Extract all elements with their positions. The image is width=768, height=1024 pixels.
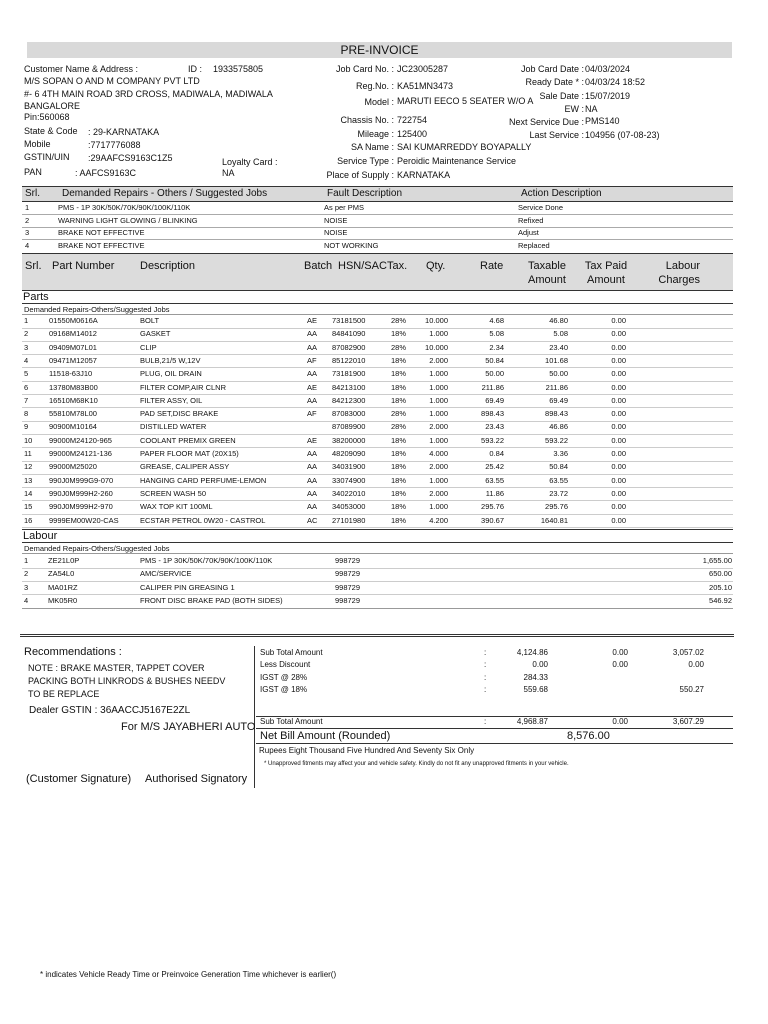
part-srl: 5	[24, 369, 29, 379]
part-srl: 11	[24, 449, 32, 458]
part-srl: 3	[24, 342, 29, 352]
part-description: BOLT	[140, 316, 160, 325]
labour-hsn: 998729	[335, 556, 361, 565]
pan-label: PAN	[24, 167, 42, 177]
for-dealer: For M/S JAYABHERI AUTO	[121, 721, 256, 733]
part-taxpaid: 0.00	[611, 316, 626, 325]
tax-paid-header-1: Tax Paid	[584, 260, 628, 272]
summary-label: IGST @ 28%	[260, 672, 308, 682]
part-tax: 18%	[391, 355, 407, 365]
part-rate: 63.55	[485, 475, 504, 485]
subtotal2-labour: 3,607.29	[672, 717, 704, 726]
part-taxable: 295.76	[545, 502, 568, 512]
part-hsn: 87083000	[332, 409, 366, 419]
demanded-row-fault: NOISE	[324, 228, 348, 237]
part-description: COOLANT PREMIX GREEN	[140, 435, 236, 445]
sa-value: SAI KUMARREDDY BOYAPALLY	[397, 142, 532, 152]
part-tax: 18%	[391, 369, 407, 379]
summary-taxable: 4,124.86	[516, 648, 548, 657]
summary-labour: 0.00	[688, 660, 704, 670]
part-taxpaid: 0.00	[611, 422, 626, 432]
part-rate: 593.22	[481, 435, 504, 445]
reg-value: KA51MN3473	[397, 81, 454, 91]
part-srl: 16	[24, 515, 33, 525]
customer-address-line2: BANGALORE	[24, 101, 81, 111]
part-batch: AE	[307, 382, 318, 392]
part-hsn: 87082900	[332, 342, 366, 352]
part-rate: 4.68	[489, 316, 504, 325]
next-service-label: Next Service Due :	[508, 117, 584, 127]
part-tax: 18%	[391, 449, 407, 458]
part-srl: 9	[24, 422, 29, 432]
part-description: HANGING CARD PERFUME-LEMON	[140, 475, 267, 485]
part-srl: 8	[24, 409, 29, 419]
part-rate: 11.86	[485, 488, 504, 498]
part-qty: 10.000	[425, 316, 448, 325]
part-taxpaid: 0.00	[611, 502, 626, 512]
part-batch: AF	[307, 409, 317, 419]
part-taxable: 3.36	[553, 449, 568, 458]
summary-labour: 3,057.02	[672, 648, 704, 657]
service-type-value: Peroidic Maintenance Service	[397, 156, 517, 166]
description-header: Description	[140, 260, 196, 272]
last-service-value: 104956 (07-08-23)	[585, 130, 660, 140]
part-taxpaid: 0.00	[611, 355, 626, 365]
demanded-row-srl: 1	[25, 203, 30, 212]
part-srl: 10	[24, 435, 33, 445]
part-qty: 1.000	[429, 329, 448, 339]
batch-header: Batch	[304, 260, 333, 272]
labour-hsn: 998729	[335, 582, 361, 592]
part-hsn: 38200000	[332, 435, 366, 445]
part-batch: AA	[307, 449, 318, 458]
demanded-row-job: PMS - 1P 30K/50K/70K/90K/100K/110K	[58, 203, 191, 212]
part-batch: AF	[307, 355, 317, 365]
part-qty: 1.000	[429, 409, 448, 419]
page-title: PRE-INVOICE	[27, 42, 732, 58]
part-number: 09471M12057	[49, 355, 97, 365]
summary-label: Sub Total Amount	[260, 648, 323, 657]
part-qty: 1.000	[429, 369, 448, 379]
recommendation-note-3: TO BE REPLACE	[28, 689, 100, 699]
ew-label: EW :	[564, 104, 584, 114]
part-srl: 12	[24, 462, 33, 472]
labour-description: AMC/SERVICE	[140, 569, 192, 579]
demanded-row-srl: 2	[25, 215, 30, 225]
mileage-label: Mileage :	[357, 129, 394, 139]
part-hsn: 27101980	[332, 515, 366, 525]
part-batch: AA	[307, 342, 318, 352]
dealer-gstin: Dealer GSTIN : 36AACCJ5167E2ZL	[29, 705, 191, 716]
part-rate: 898.43	[481, 409, 504, 419]
labour-hsn: 998729	[335, 569, 361, 579]
demanded-row-srl: 4	[25, 240, 30, 250]
subtotal2-taxpaid: 0.00	[612, 717, 628, 726]
taxable-header-1: Taxable	[528, 260, 566, 272]
state-value: : 29-KARNATAKA	[88, 127, 160, 137]
part-batch: AA	[307, 395, 318, 405]
labour-charge: 1,655.00	[702, 556, 732, 565]
part-srl: 4	[24, 355, 29, 365]
part-taxpaid: 0.00	[611, 488, 626, 498]
authorised-signatory: Authorised Signatory	[145, 773, 248, 785]
labour-code: MA01RZ	[48, 582, 78, 592]
reg-label: Reg.No. :	[355, 81, 394, 91]
pan-value: : AAFCS9163C	[75, 168, 137, 178]
part-rate: 390.67	[481, 515, 504, 525]
next-service-value: PMS140	[585, 116, 620, 126]
sa-label: SA Name :	[350, 142, 394, 152]
taxable-header-2: Amount	[528, 274, 566, 286]
part-taxable: 23.72	[549, 488, 568, 498]
subtotal2-colon: :	[484, 717, 487, 726]
recommendation-note-2: PACKING BOTH LINKRODS & BUSHES NEEDV	[28, 676, 226, 686]
sale-date-value: 15/07/2019	[585, 91, 631, 101]
part-tax: 28%	[391, 342, 407, 352]
part-taxable: 898.43	[545, 409, 568, 419]
part-number: 55810M78L00	[49, 409, 97, 419]
summary-taxable: 0.00	[532, 660, 548, 670]
part-taxpaid: 0.00	[611, 462, 626, 472]
part-srl: 13	[24, 475, 33, 485]
summary-taxpaid: 0.00	[612, 648, 628, 657]
part-number: 16510M68K10	[49, 395, 98, 405]
part-srl: 6	[24, 382, 29, 392]
part-description: CLIP	[140, 342, 157, 352]
part-taxable: 211.86	[545, 382, 568, 392]
labour-code: MK05R0	[48, 595, 78, 605]
part-hsn: 87089900	[332, 422, 366, 432]
part-number: 09409M07L01	[49, 342, 97, 352]
state-label: State & Code	[24, 126, 78, 136]
part-rate: 23.43	[485, 422, 504, 432]
part-hsn: 84212300	[332, 395, 366, 405]
part-hsn: 84841090	[332, 329, 366, 339]
customer-name-label: Customer Name & Address :	[24, 64, 139, 74]
part-number: 99000M25020	[49, 462, 97, 472]
part-taxable: 46.86	[549, 422, 568, 432]
part-number: 90900M10164	[49, 422, 97, 432]
summary-taxpaid: 0.00	[612, 660, 628, 670]
part-description: FILTER ASSY, OIL	[140, 395, 203, 405]
ready-label: Ready Date * :	[525, 77, 584, 87]
part-hsn: 48209090	[332, 449, 366, 458]
part-number: 13780M83B00	[49, 382, 98, 392]
customer-name: M/S SOPAN O AND M COMPANY PVT LTD	[24, 76, 200, 86]
parts-subheading: Demanded Repairs-Others/Suggested Jobs	[24, 305, 170, 314]
part-tax: 18%	[391, 462, 407, 472]
part-tax: 28%	[391, 409, 407, 419]
part-number: 99000M24121-136	[49, 449, 112, 458]
part-rate: 50.00	[485, 369, 504, 379]
part-batch: AA	[307, 462, 318, 472]
part-number: 09168M14012	[49, 329, 97, 339]
net-bill-amount: 8,576.00	[567, 730, 610, 742]
jc-date-label: Job Card Date :	[520, 64, 584, 74]
last-service-label: Last Service :	[529, 130, 584, 140]
part-rate: 2.34	[489, 342, 504, 352]
labour-charge: 546.92	[709, 595, 732, 605]
mobile-value: :7717776088	[88, 140, 141, 150]
demanded-row-fault: NOT WORKING	[324, 240, 379, 250]
part-number: 990J0M999H2-260	[49, 488, 113, 498]
part-hsn: 84213100	[332, 382, 366, 392]
summary-colon: :	[484, 672, 487, 682]
parts-section-label: Parts	[23, 291, 49, 303]
part-batch: AA	[307, 475, 318, 485]
customer-id-label: ID :	[188, 64, 203, 74]
part-taxable: 101.68	[545, 355, 568, 365]
part-description: ECSTAR PETROL 0W20 - CASTROL	[140, 515, 266, 525]
part-srl: 7	[24, 395, 29, 405]
part-number: 990J0M999G9-070	[49, 475, 114, 485]
job-card-value: JC23005287	[397, 64, 449, 74]
recommendations-label: Recommendations :	[24, 646, 122, 658]
part-taxpaid: 0.00	[611, 369, 626, 379]
subtotal2-label: Sub Total Amount	[260, 717, 323, 726]
fault-description-header: Fault Description	[327, 188, 403, 199]
job-card-label: Job Card No. :	[335, 64, 394, 74]
model-value: MARUTI EECO 5 SEATER W/O A	[397, 96, 534, 106]
part-qty: 1.000	[429, 382, 448, 392]
demanded-row-fault: NOISE	[324, 215, 348, 225]
amount-in-words: Rupees Eight Thousand Five Hundred And Seventy Six Only	[259, 746, 475, 755]
part-number: 990J0M999H2-970	[49, 502, 113, 512]
srl-header: Srl.	[25, 260, 42, 272]
part-rate: 69.49	[485, 395, 504, 405]
part-taxpaid: 0.00	[611, 382, 626, 392]
part-description: DISTILLED WATER	[140, 422, 207, 432]
part-taxpaid: 0.00	[611, 515, 626, 525]
part-taxable: 50.84	[549, 462, 568, 472]
customer-pin: Pin:560068	[24, 112, 70, 122]
customer-id: 1933575805	[213, 64, 264, 74]
demanded-row-action: Refixed	[518, 215, 544, 225]
demanded-row-action: Replaced	[518, 240, 550, 250]
part-taxpaid: 0.00	[611, 449, 626, 458]
part-qty: 1.000	[429, 475, 448, 485]
part-taxpaid: 0.00	[611, 342, 626, 352]
customer-signature: (Customer Signature)	[26, 773, 132, 785]
labour-srl: 3	[24, 582, 29, 592]
part-rate: 211.86	[481, 382, 504, 392]
part-taxpaid: 0.00	[611, 395, 626, 405]
labour-header-2: Charges	[658, 274, 700, 286]
part-description: FILTER COMP,AIR CLNR	[140, 382, 226, 392]
model-label: Model :	[364, 97, 394, 107]
part-qty: 2.000	[429, 462, 448, 472]
demanded-row-fault: As per PMS	[324, 203, 365, 212]
labour-srl: 4	[24, 595, 29, 605]
labour-subheading: Demanded Repairs-Others/Suggested Jobs	[24, 544, 170, 553]
part-taxable: 5.08	[553, 329, 568, 339]
customer-address-line1: #- 6 4TH MAIN ROAD 3RD CROSS, MADIWALA, MADIWALA	[24, 89, 273, 99]
part-hsn: 85122010	[332, 355, 366, 365]
part-number: 01550M0616A	[49, 316, 98, 325]
labour-charge: 205.10	[709, 582, 732, 592]
gstin-value: :29AAFCS9163C1Z5	[88, 153, 173, 163]
summary-label: Less Discount	[260, 660, 311, 670]
net-bill-label: Net Bill Amount (Rounded)	[260, 730, 391, 742]
part-taxpaid: 0.00	[611, 329, 626, 339]
part-number: 11518-63J10	[49, 369, 93, 379]
part-srl: 14	[24, 488, 33, 498]
labour-header-1: Labour	[665, 260, 700, 272]
part-qty: 4.000	[429, 449, 448, 458]
part-qty: 2.000	[429, 422, 448, 432]
tax-paid-header-2: Amount	[587, 274, 625, 286]
part-hsn: 34053000	[332, 502, 366, 512]
action-description-header: Action Description	[521, 188, 602, 199]
part-rate: 295.76	[481, 502, 504, 512]
part-tax: 18%	[391, 435, 407, 445]
labour-code: ZE21L0P	[48, 556, 80, 565]
summary-taxable: 284.33	[523, 672, 548, 682]
part-rate: 5.08	[489, 329, 504, 339]
chassis-value: 722754	[397, 115, 428, 125]
demanded-row-job: BRAKE NOT EFFECTIVE	[58, 228, 145, 237]
service-type-label: Service Type :	[337, 156, 394, 166]
ew-value: NA	[585, 104, 598, 114]
summary-colon: :	[484, 660, 487, 670]
part-batch: AE	[307, 435, 318, 445]
loyalty-label: Loyalty Card :	[222, 157, 278, 167]
footer-note: * indicates Vehicle Ready Time or Preinvoice Generation Time whichever is earlier()	[40, 970, 337, 979]
labour-hsn: 998729	[335, 595, 361, 605]
labour-srl: 1	[24, 556, 29, 565]
labour-charge: 650.00	[709, 569, 732, 579]
part-qty: 1.000	[429, 435, 448, 445]
part-tax: 28%	[391, 316, 407, 325]
part-hsn: 73181500	[332, 316, 366, 325]
part-batch: AE	[307, 316, 318, 325]
part-description: BULB,21/5 W,12V	[140, 355, 201, 365]
labour-section-label: Labour	[23, 530, 58, 542]
part-taxable: 69.49	[549, 395, 568, 405]
demanded-srl-header: Srl.	[25, 188, 40, 199]
part-description: PLUG, OIL DRAIN	[140, 369, 202, 379]
part-hsn: 34022010	[332, 488, 366, 498]
part-hsn: 34031900	[332, 462, 366, 472]
part-qty: 1.000	[429, 395, 448, 405]
mobile-label: Mobile	[24, 139, 51, 149]
part-taxpaid: 0.00	[611, 409, 626, 419]
jc-date-value: 04/03/2024	[585, 64, 631, 74]
gstin-label: GSTIN/UIN	[24, 152, 70, 162]
loyalty-value: NA	[222, 168, 235, 178]
chassis-label: Chassis No. :	[340, 115, 394, 125]
part-tax: 18%	[391, 488, 407, 498]
demanded-jobs-header: Demanded Repairs - Others / Suggested Jobs	[62, 188, 268, 199]
summary-label: IGST @ 18%	[260, 684, 308, 694]
part-batch: AA	[307, 369, 318, 379]
subtotal2-taxable: 4,968.87	[516, 717, 548, 726]
demanded-row-srl: 3	[25, 228, 30, 237]
part-taxpaid: 0.00	[611, 435, 626, 445]
part-rate: 25.42	[485, 462, 504, 472]
part-taxable: 593.22	[545, 435, 568, 445]
summary-labour: 550.27	[679, 684, 704, 694]
part-taxable: 50.00	[549, 369, 568, 379]
part-batch: AA	[307, 502, 318, 512]
summary-colon: :	[484, 684, 487, 694]
part-description: SCREEN WASH 50	[140, 488, 206, 498]
part-batch: AC	[307, 515, 318, 525]
part-taxable: 46.80	[549, 316, 568, 325]
part-taxable: 63.55	[549, 475, 568, 485]
labour-code: ZA54L0	[48, 569, 75, 579]
labour-description: CALIPER PIN GREASING 1	[140, 582, 235, 592]
part-number-header: Part Number	[52, 260, 115, 272]
supply-value: KARNATAKA	[397, 170, 451, 180]
part-qty: 2.000	[429, 488, 448, 498]
part-tax: 18%	[391, 329, 407, 339]
part-taxpaid: 0.00	[611, 475, 626, 485]
part-tax: 18%	[391, 382, 407, 392]
part-hsn: 73181900	[332, 369, 366, 379]
part-taxable: 23.40	[549, 342, 568, 352]
summary-colon: :	[484, 648, 487, 657]
qty-header: Qty.	[426, 260, 446, 272]
part-description: GREASE, CALIPER ASSY	[140, 462, 230, 472]
part-tax: 28%	[391, 422, 407, 432]
sale-date-label: Sale Date :	[539, 91, 584, 101]
part-tax: 18%	[391, 515, 407, 525]
labour-description: PMS - 1P 30K/50K/70K/90K/100K/110K	[140, 556, 273, 565]
hsn-header: HSN/SAC	[338, 260, 387, 272]
demanded-row-job: BRAKE NOT EFFECTIVE	[58, 240, 145, 250]
part-batch: AA	[307, 488, 318, 498]
part-tax: 18%	[391, 502, 407, 512]
unapproved-fitments-disclaimer: * Unapproved fitments may affect your and vehicle safety. Kindly do not fit any unapproved fitments in your vehicle.	[264, 761, 569, 767]
recommendation-note-1: NOTE : BRAKE MASTER, TAPPET COVER	[28, 663, 205, 673]
mileage-value: 125400	[397, 129, 428, 139]
part-description: WAX TOP KIT 100ML	[140, 502, 213, 512]
labour-description: FRONT DISC BRAKE PAD (BOTH SIDES)	[140, 595, 283, 605]
labour-srl: 2	[24, 569, 29, 579]
ready-value: 04/03/24 18:52	[585, 77, 646, 87]
part-rate: 0.84	[489, 449, 504, 458]
part-tax: 18%	[391, 395, 407, 405]
part-hsn: 33074900	[332, 475, 366, 485]
part-batch: AA	[307, 329, 318, 339]
summary-taxable: 559.68	[523, 684, 548, 694]
demanded-row-action: Service Done	[518, 203, 564, 212]
demanded-row-job: WARNING LIGHT GLOWING / BLINKING	[58, 215, 198, 225]
part-number: 9999EM00W20-CAS	[49, 515, 119, 525]
part-qty: 1.000	[429, 502, 448, 512]
part-number: 99000M24120-965	[49, 435, 112, 445]
part-qty: 10.000	[425, 342, 448, 352]
rate-header: Rate	[480, 260, 504, 272]
part-taxable: 1640.81	[540, 515, 568, 525]
part-rate: 50.84	[485, 355, 504, 365]
part-qty: 4.200	[429, 515, 448, 525]
demanded-row-action: Adjust	[518, 228, 539, 237]
part-description: PAPER FLOOR MAT (20X15)	[140, 449, 239, 458]
part-description: GASKET	[140, 329, 171, 339]
part-qty: 2.000	[429, 355, 448, 365]
part-srl: 1	[24, 316, 29, 325]
part-description: PAD SET,DISC BRAKE	[140, 409, 219, 419]
tax-header: Tax.	[387, 260, 408, 272]
part-srl: 2	[24, 329, 29, 339]
part-srl: 15	[24, 502, 33, 512]
part-tax: 18%	[391, 475, 407, 485]
supply-label: Place of Supply :	[326, 170, 394, 180]
